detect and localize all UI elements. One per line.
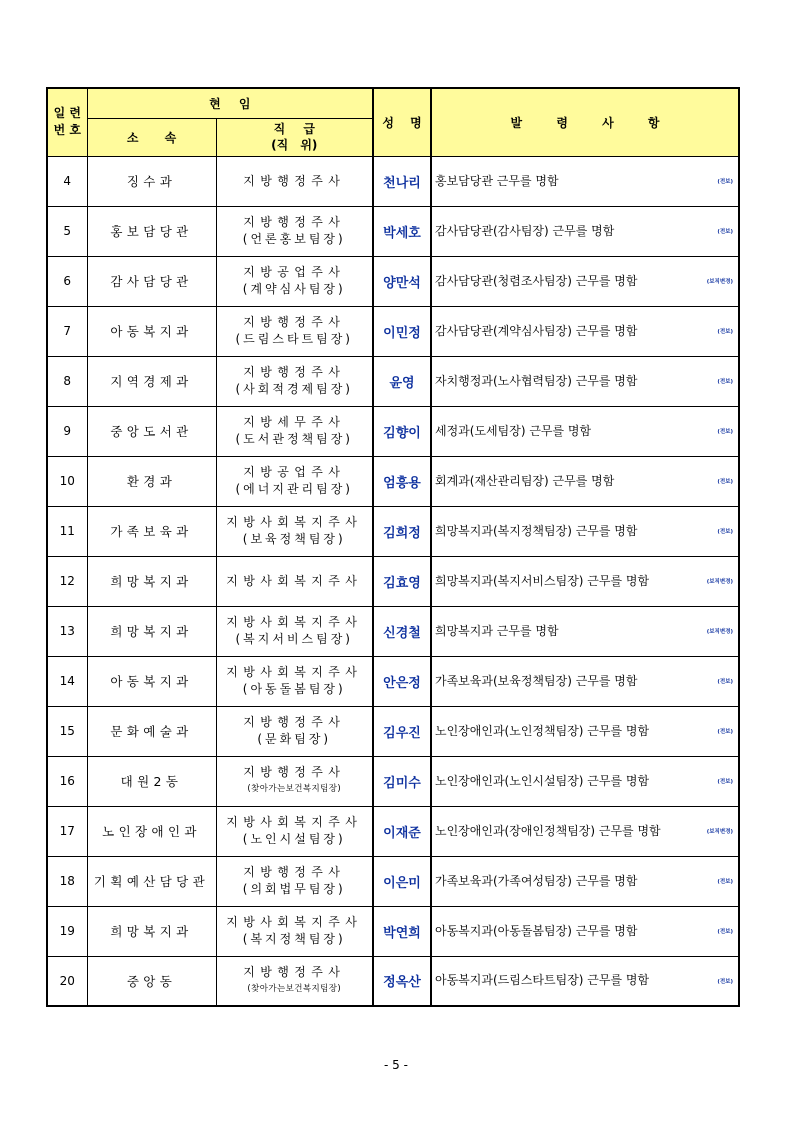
rank-position: (노인시설팀장) [242, 832, 346, 846]
header-rank-line2: (직 위) [271, 138, 318, 152]
rank-cell [216, 256, 373, 306]
person-name-cell: 정옥산 [373, 956, 431, 1006]
person-name-cell: 윤영 [373, 356, 431, 406]
assignment-text: 가족보육과(보육정책팀장) 근무를 명함 [435, 673, 638, 688]
rank-position: (복지정책팀장) [242, 932, 346, 946]
person-name-cell: 신경철 [373, 606, 431, 656]
assignment-type-badge: (전보) [717, 779, 733, 785]
serial-cell: 16 [47, 756, 87, 806]
assignment-cell [431, 456, 739, 506]
rank-cell [216, 306, 373, 356]
department-cell: 희망복지과 [87, 906, 216, 956]
personnel-order-table [46, 87, 740, 1007]
assignment-text: 자치행정과(노사협력팀장) 근무를 명함 [435, 373, 638, 388]
table-row [47, 456, 739, 506]
rank-title: 지방공업주사 [243, 465, 346, 479]
assignment-type-badge: (전보) [717, 329, 733, 335]
assignment-text: 홍보담당관 근무를 명함 [435, 173, 559, 188]
rank-title: 지방사회복지주사 [226, 615, 363, 629]
serial-cell: 11 [47, 506, 87, 556]
rank-position: (도서관정책팀장) [235, 432, 353, 446]
assignment-text: 감사담당관(계약심사팀장) 근무를 명함 [435, 323, 638, 338]
rank-title: 지방행정주사 [243, 715, 346, 729]
assignment-cell [431, 406, 739, 456]
serial-cell: 4 [47, 156, 87, 206]
assignment-cell [431, 356, 739, 406]
rank-cell [216, 656, 373, 706]
header-name: 성 명 [373, 88, 431, 156]
rank-cell [216, 856, 373, 906]
rank-position: (언론홍보팀장) [242, 232, 346, 246]
department-cell: 가족보육과 [87, 506, 216, 556]
person-name-cell: 이재준 [373, 806, 431, 856]
serial-cell: 5 [47, 206, 87, 256]
assignment-text: 감사담당관(감사팀장) 근무를 명함 [435, 223, 615, 238]
assignment-cell [431, 906, 739, 956]
rank-cell [216, 406, 373, 456]
rank-title: 지방행정주사 [243, 215, 346, 229]
table-row [47, 156, 739, 206]
table-body [47, 156, 739, 1006]
person-name-cell: 김미수 [373, 756, 431, 806]
assignment-type-badge: (보직변경) [706, 279, 733, 285]
assignment-type-badge: (보직변경) [706, 629, 733, 635]
serial-cell: 19 [47, 906, 87, 956]
assignment-cell [431, 706, 739, 756]
rank-cell [216, 206, 373, 256]
person-name-cell: 이은미 [373, 856, 431, 906]
table-row [47, 506, 739, 556]
rank-title: 지방행정주사 [243, 865, 346, 879]
person-name-cell: 안은정 [373, 656, 431, 706]
header-dept: 소 속 [87, 118, 216, 156]
serial-cell: 18 [47, 856, 87, 906]
rank-title: 지방공업주사 [243, 265, 346, 279]
rank-position: (아동돌봄팀장) [242, 682, 346, 696]
department-cell: 아동복지과 [87, 306, 216, 356]
assignment-text: 희망복지과 근무를 명함 [435, 623, 559, 638]
department-cell: 문화예술과 [87, 706, 216, 756]
person-name-cell: 박세호 [373, 206, 431, 256]
assignment-cell [431, 606, 739, 656]
department-cell: 중앙동 [87, 956, 216, 1006]
table-row [47, 806, 739, 856]
assignment-type-badge: (전보) [717, 929, 733, 935]
person-name-cell: 양만석 [373, 256, 431, 306]
assignment-text: 감사담당관(청렴조사팀장) 근무를 명함 [435, 273, 638, 288]
serial-cell: 9 [47, 406, 87, 456]
rank-position: (문화팀장) [257, 732, 332, 746]
rank-position: (보육정책팀장) [242, 532, 346, 546]
person-name-cell: 김효영 [373, 556, 431, 606]
table-row [47, 956, 739, 1006]
rank-title: 지방행정주사 [243, 365, 346, 379]
assignment-cell [431, 306, 739, 356]
department-cell: 아동복지과 [87, 656, 216, 706]
assignment-cell [431, 206, 739, 256]
person-name-cell: 김희정 [373, 506, 431, 556]
serial-cell: 12 [47, 556, 87, 606]
rank-cell [216, 906, 373, 956]
person-name-cell: 김향이 [373, 406, 431, 456]
department-cell: 징수과 [87, 156, 216, 206]
serial-cell: 13 [47, 606, 87, 656]
table-row [47, 606, 739, 656]
rank-title: 지방행정주사 [243, 765, 346, 779]
serial-cell: 20 [47, 956, 87, 1006]
assignment-text: 회계과(재산관리팀장) 근무를 명함 [435, 473, 615, 488]
department-cell: 희망복지과 [87, 556, 216, 606]
assignment-cell [431, 156, 739, 206]
table-row [47, 706, 739, 756]
assignment-type-badge: (전보) [717, 379, 733, 385]
assignment-text: 노인장애인과(노인시설팀장) 근무를 명함 [435, 773, 650, 788]
rank-cell [216, 606, 373, 656]
person-name-cell: 김우진 [373, 706, 431, 756]
rank-title: 지방행정주사 [243, 315, 346, 329]
assignment-type-badge: (보직변경) [706, 579, 733, 585]
assignment-cell [431, 806, 739, 856]
person-name-cell: 박연희 [373, 906, 431, 956]
department-cell: 기획예산담당관 [87, 856, 216, 906]
assignment-text: 노인장애인과(장애인정책팀장) 근무를 명함 [435, 823, 661, 838]
department-cell: 노인장애인과 [87, 806, 216, 856]
table-row [47, 256, 739, 306]
assignment-cell [431, 556, 739, 606]
assignment-text: 세정과(도세팀장) 근무를 명함 [435, 423, 592, 438]
rank-cell [216, 806, 373, 856]
assignment-cell [431, 956, 739, 1006]
assignment-text: 희망복지과(복지서비스팀장) 근무를 명함 [435, 573, 650, 588]
assignment-cell [431, 756, 739, 806]
rank-title: 지방행정주사 [243, 964, 346, 979]
serial-cell: 6 [47, 256, 87, 306]
rank-position: (계약심사팀장) [242, 282, 346, 296]
table-row [47, 556, 739, 606]
serial-cell: 7 [47, 306, 87, 356]
assignment-type-badge: (전보) [717, 679, 733, 685]
person-name-cell: 엄흥용 [373, 456, 431, 506]
assignment-cell [431, 656, 739, 706]
serial-cell: 14 [47, 656, 87, 706]
header-rank-line1: 직 급 [273, 122, 315, 136]
rank-cell [216, 556, 373, 606]
header-current: 현 임 [87, 88, 373, 118]
assignment-type-badge: (전보) [717, 729, 733, 735]
header-rank [216, 118, 373, 156]
department-cell: 대원2동 [87, 756, 216, 806]
rank-position: (찾아가는보건복지팀장) [247, 784, 342, 794]
rank-cell [216, 756, 373, 806]
department-cell: 홍보담당관 [87, 206, 216, 256]
rank-cell [216, 506, 373, 556]
rank-title: 지방사회복지주사 [226, 573, 363, 588]
table-row [47, 356, 739, 406]
rank-position: (의회법무팀장) [242, 882, 346, 896]
rank-title: 지방사회복지주사 [226, 665, 363, 679]
table-row [47, 206, 739, 256]
department-cell: 지역경제과 [87, 356, 216, 406]
assignment-type-badge: (전보) [717, 429, 733, 435]
rank-cell [216, 156, 373, 206]
assignment-text: 노인장애인과(노인정책팀장) 근무를 명함 [435, 723, 650, 738]
department-cell: 희망복지과 [87, 606, 216, 656]
assignment-type-badge: (전보) [717, 479, 733, 485]
assignment-type-badge: (전보) [717, 978, 733, 985]
rank-position: (사회적경제팀장) [235, 382, 353, 396]
header-serial-line2: 번 호 [53, 123, 81, 138]
rank-title: 지방세무주사 [243, 415, 346, 429]
assignment-text: 아동복지과(드림스타트팀장) 근무를 명함 [435, 973, 650, 988]
assignment-cell [431, 506, 739, 556]
rank-title: 지방행정주사 [243, 173, 346, 188]
table-row [47, 306, 739, 356]
table-row [47, 906, 739, 956]
header-serial [47, 88, 87, 156]
rank-cell [216, 706, 373, 756]
header-assignment: 발 령 사 항 [431, 88, 739, 156]
rank-position: (찾아가는보건복지팀장) [247, 983, 342, 994]
rank-cell [216, 456, 373, 506]
header-serial-line1: 일 련 [53, 106, 81, 121]
rank-title: 지방사회복지주사 [226, 515, 363, 529]
assignment-type-badge: (전보) [717, 879, 733, 885]
serial-cell: 17 [47, 806, 87, 856]
assignment-cell [431, 856, 739, 906]
serial-cell: 10 [47, 456, 87, 506]
table-row [47, 756, 739, 806]
assignment-text: 가족보육과(가족여성팀장) 근무를 명함 [435, 873, 638, 888]
assignment-cell [431, 256, 739, 306]
rank-title: 지방사회복지주사 [226, 915, 363, 929]
rank-cell [216, 356, 373, 406]
page-number: - 5 - [384, 1058, 408, 1072]
assignment-type-badge: (전보) [717, 179, 733, 185]
table-row [47, 406, 739, 456]
department-cell: 감사담당관 [87, 256, 216, 306]
assignment-text: 희망복지과(복지정책팀장) 근무를 명함 [435, 523, 638, 538]
person-name-cell: 천나리 [373, 156, 431, 206]
department-cell: 환경과 [87, 456, 216, 506]
serial-cell: 15 [47, 706, 87, 756]
person-name-cell: 이민정 [373, 306, 431, 356]
table-row [47, 856, 739, 906]
rank-position: (드림스타트팀장) [235, 332, 353, 346]
rank-position: (복지서비스팀장) [235, 632, 353, 646]
rank-title: 지방사회복지주사 [226, 815, 363, 829]
assignment-type-badge: (보직변경) [706, 829, 733, 835]
assignment-text: 아동복지과(아동돌봄팀장) 근무를 명함 [435, 923, 638, 938]
assignment-type-badge: (전보) [717, 229, 733, 235]
table-row [47, 656, 739, 706]
rank-cell [216, 956, 373, 1006]
department-cell: 중앙도서관 [87, 406, 216, 456]
rank-position: (에너지관리팀장) [235, 482, 353, 496]
serial-cell: 8 [47, 356, 87, 406]
assignment-type-badge: (전보) [717, 529, 733, 535]
